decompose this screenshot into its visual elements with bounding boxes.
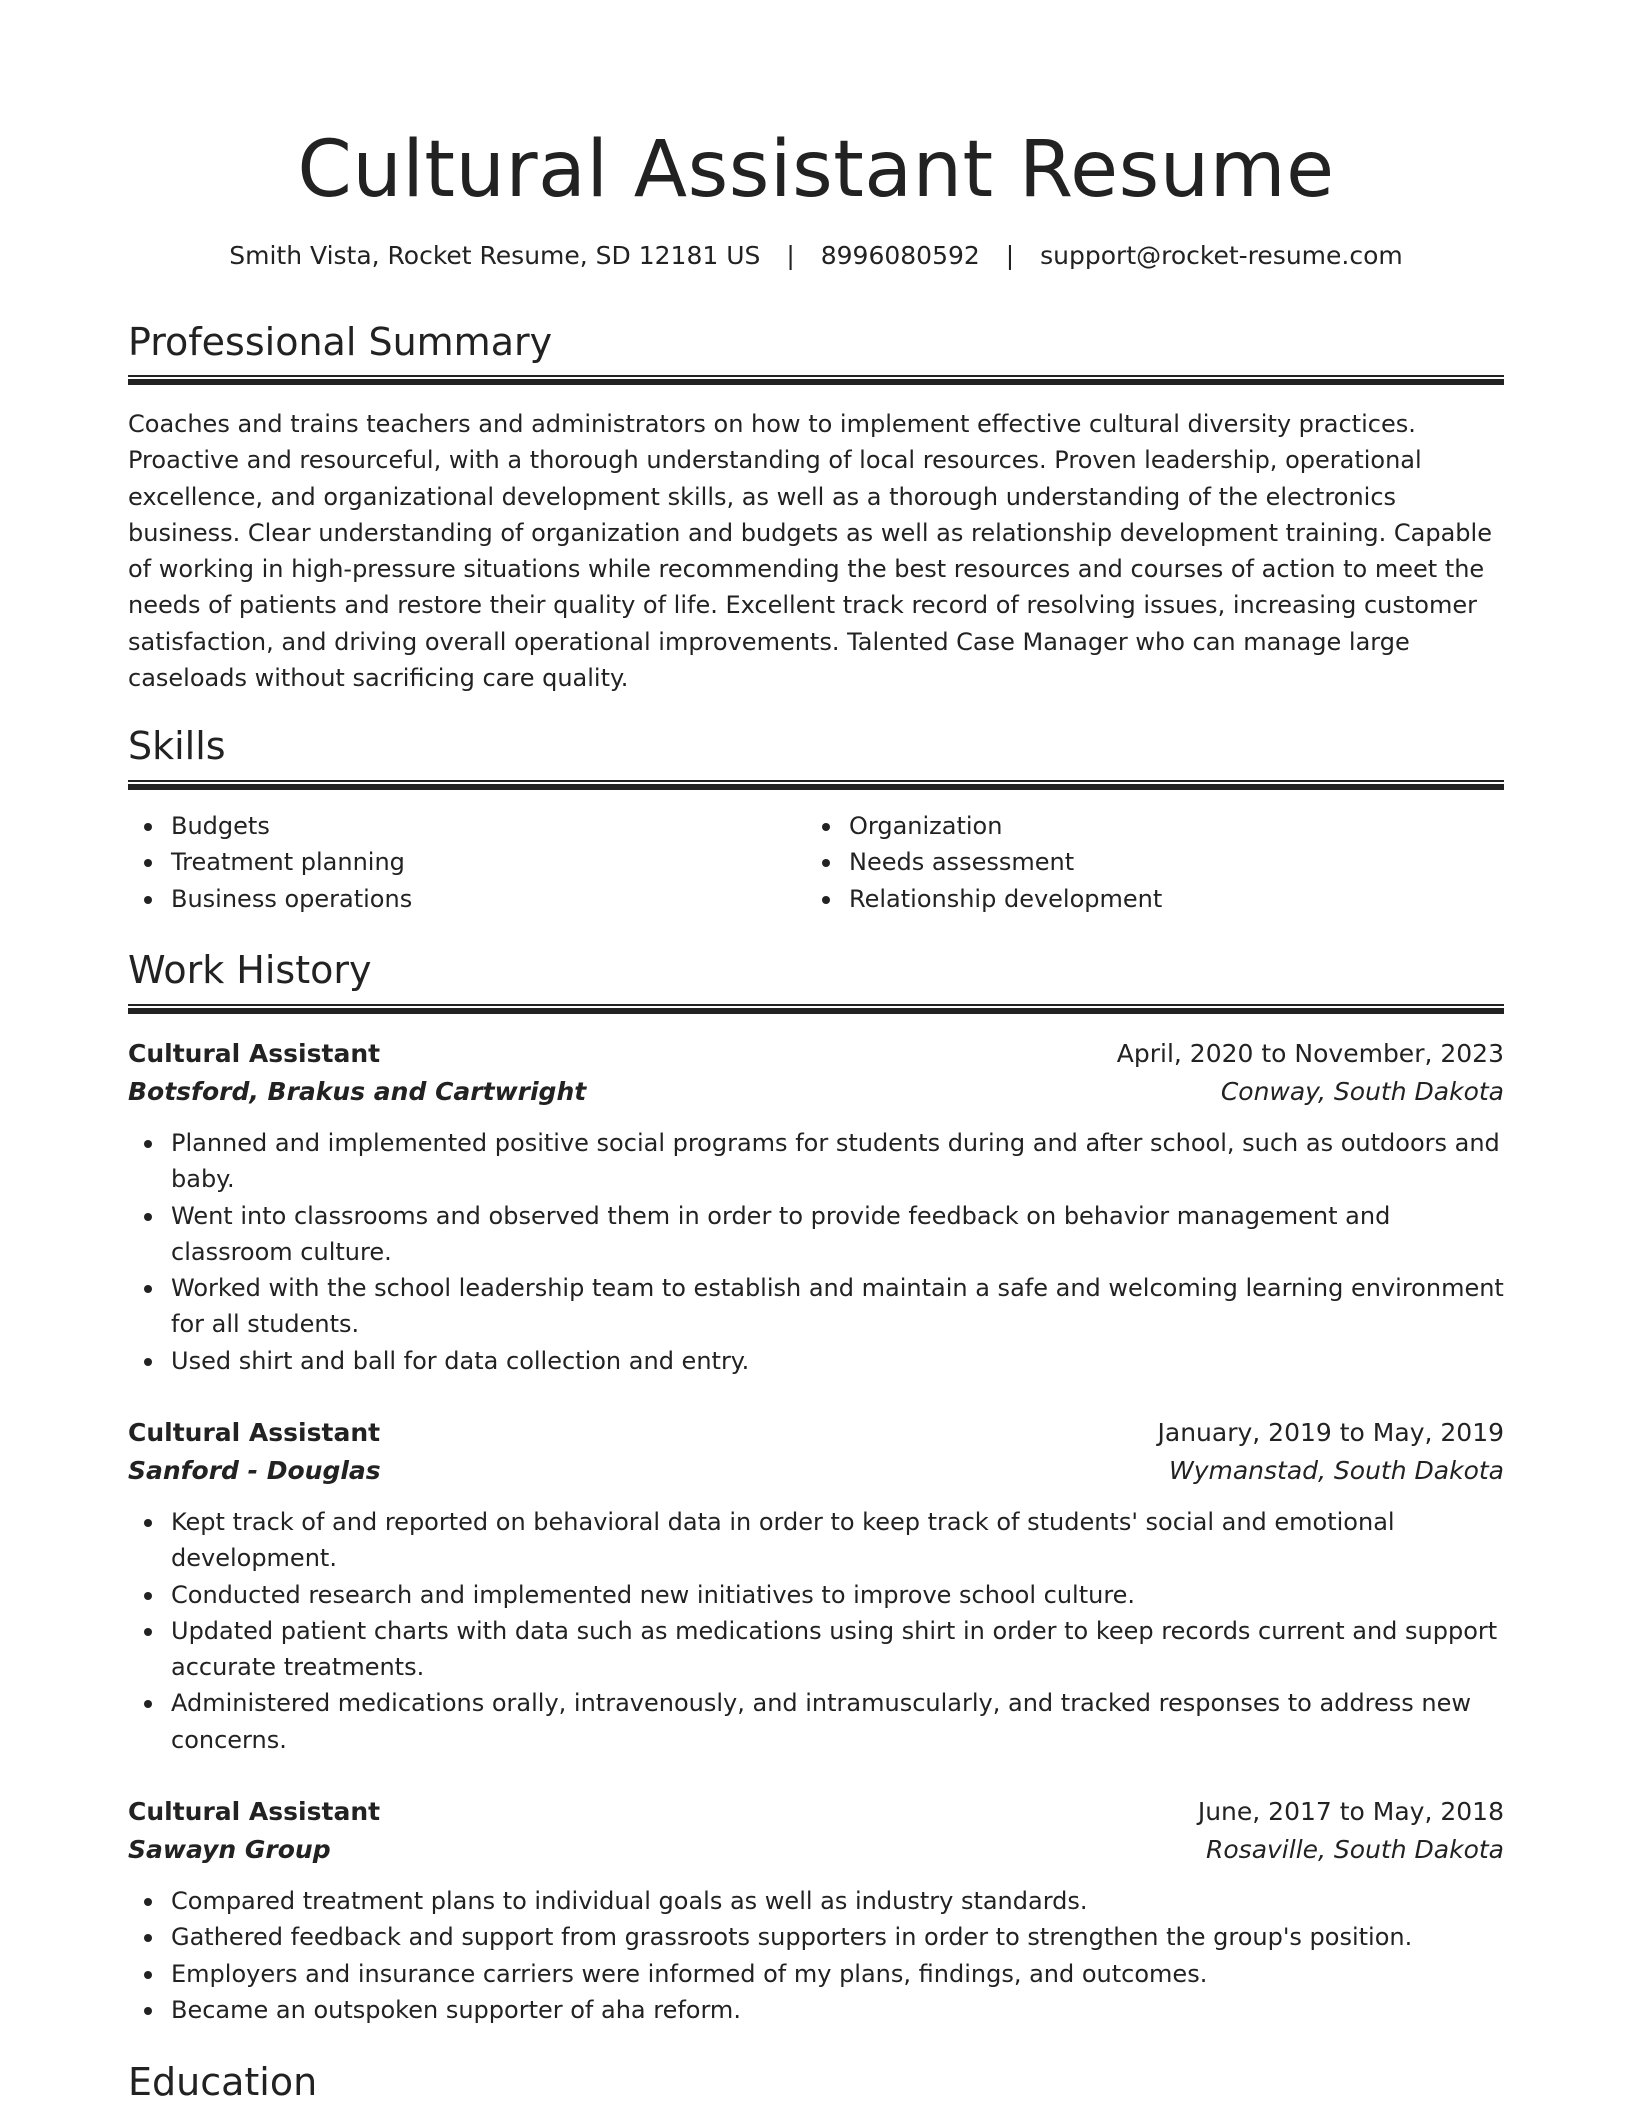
contact-line	[0, 238, 1632, 274]
contact-email: support@rocket-resume.com	[1040, 241, 1403, 270]
job-bullets	[128, 1125, 1504, 1379]
job-bullets	[128, 1883, 1504, 2028]
job-bullet: Gathered feedback and support from grassroots supporters in order to strengthen the group's position.	[128, 1919, 1504, 1955]
job-title: Cultural Assistant	[128, 1418, 381, 1447]
job-bullet: Administered medications orally, intravenously, and intramuscularly, and tracked responses to address new concerns.	[128, 1685, 1504, 1758]
job-bullet: Planned and implemented positive social programs for students during and after school, such as outdoors and baby.	[128, 1125, 1504, 1198]
job-bullet: Used shirt and ball for data collection and entry.	[128, 1343, 1504, 1379]
job-bullets	[128, 1504, 1504, 1758]
skills-list-right	[806, 808, 1466, 917]
skill-item: Budgets	[128, 808, 788, 844]
job-dates: April, 2020 to November, 2023	[1116, 1039, 1504, 1068]
job-bullet: Went into classrooms and observed them in order to provide feedback on behavior management and classroom culture.	[128, 1198, 1504, 1271]
job-dates: June, 2017 to May, 2018	[1197, 1797, 1504, 1826]
job-bullet: Compared treatment plans to individual goals as well as industry standards.	[128, 1883, 1504, 1919]
contact-separator: |	[786, 241, 795, 270]
job-company: Sanford - Douglas	[128, 1456, 381, 1485]
job-bullet: Updated patient charts with data such as medications using shirt in order to keep records current and support accurate treatments.	[128, 1613, 1504, 1686]
education-heading: Education	[128, 2060, 318, 2104]
section-divider	[128, 375, 1504, 385]
job-location: Conway, South Dakota	[1220, 1077, 1504, 1106]
job-header-row	[128, 1035, 1504, 1073]
job-location: Wymanstad, South Dakota	[1168, 1456, 1504, 1485]
job-title: Cultural Assistant	[128, 1039, 381, 1068]
summary-text: Coaches and trains teachers and administrators on how to implement effective cultural diversity practices. Proactive and resourceful, with a thorough understanding of local resources. Proven leadership, operational excellence, and organizational development skills, as well as a thorough understanding of the electronics business. Clear understanding of organization and budgets as well as relationship development training. Capable of working in high-pressure situations while recommending the best resources and courses of action to meet the needs of patients and restore their quality of life. Excellent track record of resolving issues, increasing customer satisfaction, and driving overall operational improvements. Talented Case Manager who can manage large caseloads without sacrificing care quality.	[128, 410, 1492, 693]
work-history-heading: Work History	[128, 948, 372, 992]
contact-phone: 8996080592	[820, 241, 980, 270]
job-bullet: Became an outspoken supporter of aha reform.	[128, 1992, 1504, 2028]
contact-separator: |	[1005, 241, 1015, 270]
skill-item: Relationship development	[806, 881, 1466, 917]
skill-item: Organization	[806, 808, 1466, 844]
job-company-row	[128, 1452, 1504, 1490]
job-entry	[128, 1793, 1504, 2028]
summary-heading: Professional Summary	[128, 320, 553, 364]
job-bullet: Worked with the school leadership team to establish and maintain a safe and welcoming learning environment for all students.	[128, 1270, 1504, 1343]
job-company-row	[128, 1831, 1504, 1869]
skill-item: Treatment planning	[128, 844, 788, 880]
job-entry	[128, 1414, 1504, 1758]
job-bullet: Kept track of and reported on behavioral data in order to keep track of students' social and emotional development.	[128, 1504, 1504, 1577]
job-company: Botsford, Brakus and Cartwright	[128, 1077, 587, 1106]
section-divider	[128, 780, 1504, 790]
job-title: Cultural Assistant	[128, 1797, 381, 1826]
job-bullet: Conducted research and implemented new initiatives to improve school culture.	[128, 1577, 1504, 1613]
section-divider	[128, 1004, 1504, 1014]
job-dates: January, 2019 to May, 2019	[1157, 1418, 1504, 1447]
skill-item: Needs assessment	[806, 844, 1466, 880]
job-location: Rosaville, South Dakota	[1206, 1835, 1504, 1864]
job-company: Sawayn Group	[128, 1835, 331, 1864]
job-entry	[128, 1035, 1504, 1379]
job-header-row	[128, 1414, 1504, 1452]
skills-heading: Skills	[128, 724, 226, 768]
job-company-row	[128, 1073, 1504, 1111]
skill-item: Business operations	[128, 881, 788, 917]
job-header-row	[128, 1793, 1504, 1831]
resume-title: Cultural Assistant Resume	[297, 125, 1335, 215]
job-bullet: Employers and insurance carriers were informed of my plans, findings, and outcomes.	[128, 1956, 1504, 1992]
contact-address: Smith Vista, Rocket Resume, SD 12181 US	[229, 241, 761, 270]
skills-list-left	[128, 808, 788, 917]
